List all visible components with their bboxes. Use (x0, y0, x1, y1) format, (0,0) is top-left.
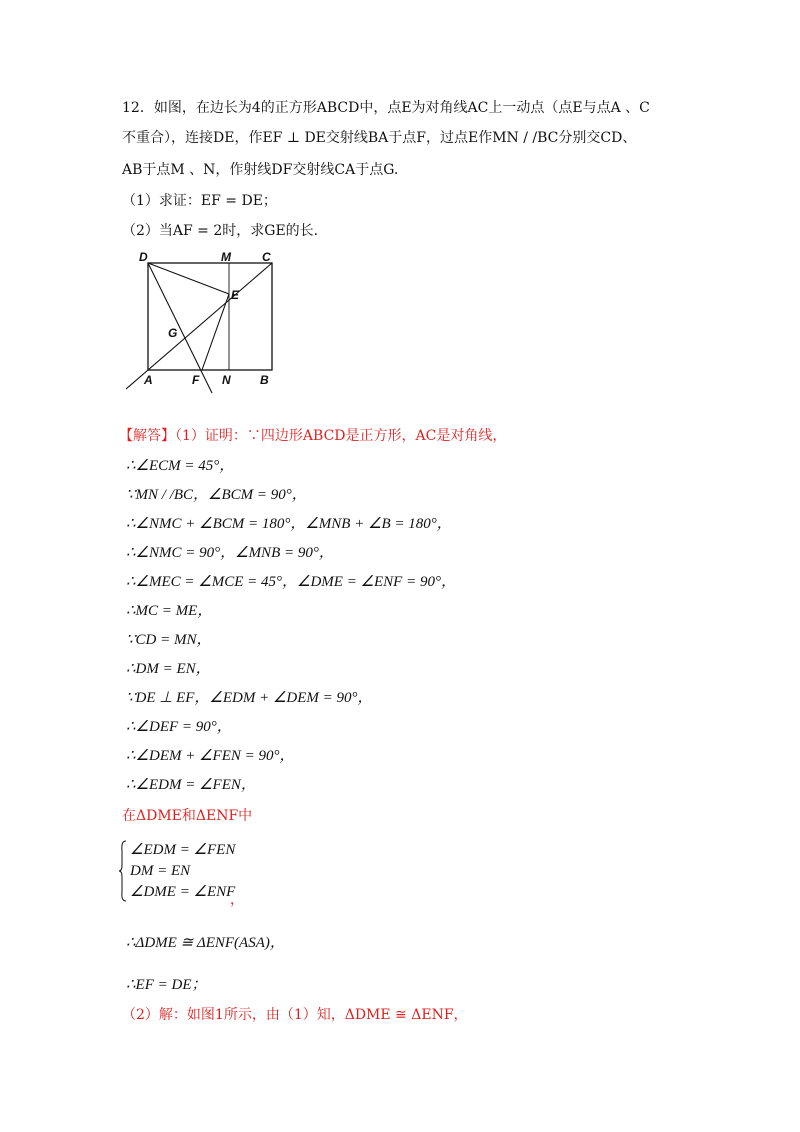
step-7: ∵CD = MN， (126, 632, 212, 648)
label-a: A (144, 373, 153, 387)
segment-de (148, 263, 229, 294)
step-5: ∴∠MEC = ∠MCE = 45°，∠DME = ∠ENF = 90°， (126, 574, 456, 590)
part2-line: （2）解：如图1所示，由（1）知，ΔDME ≅ ΔENF， (122, 1007, 468, 1023)
system-line-3: ∠DME = ∠ENF (130, 884, 236, 900)
step-10: ∴∠DEF = 90°， (126, 719, 232, 735)
question-2: （2）当AF = 2时，求GE的长. (122, 223, 319, 239)
label-g: G (168, 326, 178, 340)
congruent-line: ∴ΔDME ≅ ΔENF(ASA)， (126, 935, 285, 951)
step-4: ∴∠NMC = 90°，∠MNB = 90°， (126, 545, 334, 561)
step-1: ∴∠ECM = 45°， (126, 458, 235, 474)
label-n: N (222, 373, 231, 387)
in-triangles-line: 在ΔDME和ΔENF中 (122, 808, 253, 824)
step-2: ∵MN / /BC，∠BCM = 90°， (126, 487, 307, 503)
label-e: E (231, 288, 240, 302)
solution-header: 【解答】（1）证明：∵四边形ABCD是正方形，AC是对角线， (119, 428, 507, 444)
geometry-figure (115, 248, 290, 398)
label-f: F (192, 373, 200, 387)
label-b: B (260, 373, 269, 387)
step-9: ∵DE ⊥ EF，∠EDM + ∠DEM = 90°， (126, 690, 373, 706)
conclusion-line: ∴EF = DE； (126, 977, 207, 993)
label-d: D (139, 250, 148, 264)
ray-df (148, 263, 212, 393)
step-11: ∴∠DEM + ∠FEN = 90°， (126, 748, 295, 764)
problem-line-3: AB于点M 、N，作射线DF交射线CA于点G. (122, 162, 399, 178)
problem-line-2: 不重合），连接DE，作EF ⊥ DE交射线BA于点F，过点E作MN / /BC分别交CD、 (122, 130, 637, 146)
problem-line-1: 12．如图，在边长为4的正方形ABCD中，点E为对角线AC上一动点（点E与点A 、C (122, 100, 650, 116)
label-c: C (262, 250, 271, 264)
step-12: ∴∠EDM = ∠FEN， (126, 777, 256, 793)
system-end-comma: ， (230, 892, 244, 908)
step-8: ∴DM = EN， (126, 661, 211, 677)
system-brace (119, 840, 127, 902)
system-line-1: ∠EDM = ∠FEN (130, 842, 236, 858)
label-m: M (221, 250, 231, 264)
system-line-2: DM = EN (130, 863, 191, 879)
step-6: ∴MC = ME， (126, 603, 213, 619)
segment-ef (202, 294, 229, 370)
question-1: （1）求证：EF = DE； (122, 193, 277, 209)
step-3: ∴∠NMC + ∠BCM = 180°，∠MNB + ∠B = 180°， (126, 516, 452, 532)
